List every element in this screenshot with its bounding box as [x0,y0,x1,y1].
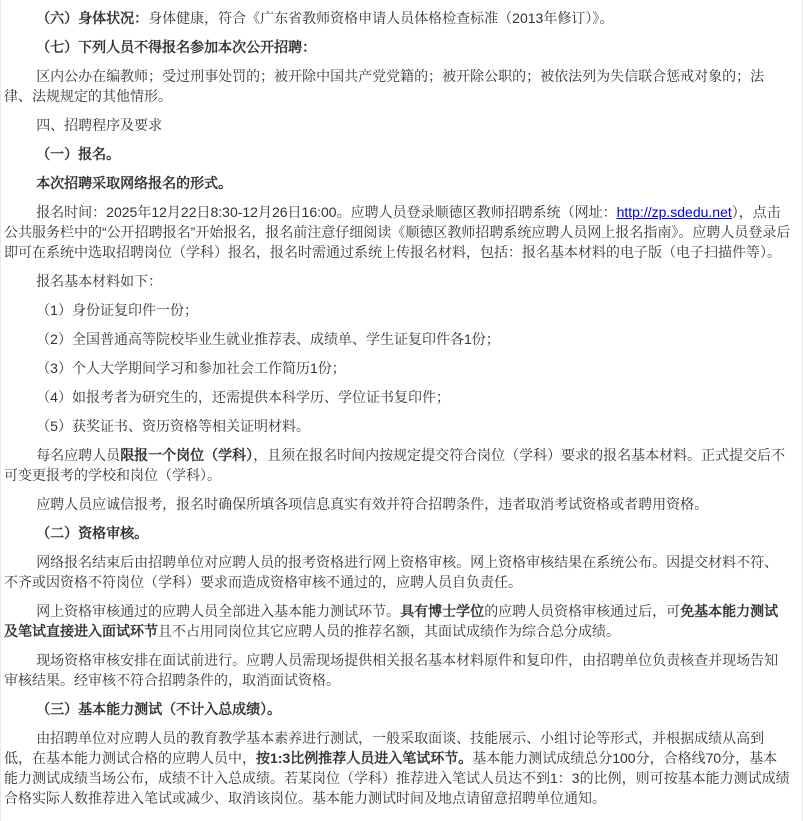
text-segment: 应聘人员应诚信报考，报名时确保所填各项信息真实有效并符合招聘条件，违者取消考试资格或者聘用资格。 [36,496,709,512]
clause-6-physical-condition [4,8,791,28]
text-segment: 身体健康，符合《广东省教师资格申请人员体格检查标准（2013年修订）》。 [148,10,614,26]
text-segment: 每名应聘人员 [36,447,121,463]
ability-test-detail [4,728,791,808]
materials-intro [4,271,791,291]
subsection-2-qualification-review-heading [4,523,791,543]
subsection-1-registration-heading [4,144,791,164]
text-segment: （六）身体状况： [36,10,149,26]
recruitment-system-link[interactable]: http://zp.sdedu.net [616,204,732,220]
text-segment: 且不占用同岗位其它应聘人员的推荐名额，其面试成绩作为综合总分成绩。 [158,623,620,639]
text-segment: 报名时间：2025年12月22日8:30-12月26日16:00。应聘人员登录顺德区教师招聘系统（网址： [36,204,617,220]
material-item-3 [4,358,791,378]
text-segment: （一）报名。 [36,146,121,162]
ineligible-persons-detail [4,66,791,106]
text-segment: （七）下列人员不得报名参加本次公开招聘： [36,39,317,55]
text-segment: （2）全国普通高等院校毕业生就业推荐表、成绩单、学生证复印件各1份； [36,331,500,347]
text-segment: 区内公办在编教师；受过刑事处罚的；被开除中国共产党党籍的；被开除公职的；被依法列为失信联合惩戒对象的；法律、法规规定的其他情形。 [4,68,765,104]
text-segment: 由招聘单位对应聘人员的教育教学基本素养进行测试，一般采取面谈、技能展示、小组讨论等形式，并根据成绩从高到低，在基本能力测试合格的应聘人员中， [4,730,765,766]
text-segment: 报名基本材料如下： [36,273,163,289]
text-segment: 限报一个岗位（学科） [120,447,254,463]
text-segment: 免基本能力测试及笔试直接进入面试环节 [4,603,779,639]
material-item-1 [4,300,791,320]
registration-time [4,202,791,262]
onsite-review [4,650,791,690]
clause-7-ineligible-persons-heading [4,37,791,57]
text-segment: 现场资格审核安排在面试前进行。应聘人员需现场提供相关报名基本材料原件和复印件，由招聘单位负责核查并现场告知审核结果。经审核不符合招聘条件的，取消面试资格。 [4,652,779,688]
text-segment: （1）身份证复印件一份； [36,302,198,318]
subsection-3-ability-test-heading [4,699,791,719]
text-segment: 的应聘人员资格审核通过后，可 [484,603,681,619]
text-segment: （3）个人大学期间学习和参加社会工作简历1份； [36,360,346,376]
text-segment: 具有博士学位 [400,603,485,619]
registration-method [4,173,791,193]
online-review [4,552,791,592]
text-segment: 网络报名结束后由招聘单位对应聘人员的报考资格进行网上资格审核。网上资格审核结果在系统公布。因提交材料不符、不齐或因资格不符岗位（学科）要求而造成资格审核不通过的，应聘人员自负责任。 [4,554,779,590]
material-item-4 [4,387,791,407]
text-segment: （二）资格审核。 [36,525,149,541]
material-item-5 [4,416,791,436]
limit-one-position [4,445,791,485]
honesty-notice [4,494,791,514]
text-segment: ），点击公共服务栏中的“公开招聘报名”开始报名，报名前注意仔细阅读《顺德区教师招聘系统应聘人员网上报名指南》。应聘人员登录后即可在系统中选取招聘岗位（学科）报名，报名时需通过系统上传报名材料，包括：报名基本材料的电子版（电子扫描件等）。 [4,204,791,260]
text-segment: 四、招聘程序及要求 [36,117,163,133]
text-segment: （5）获奖证书、资历资格等相关证明材料。 [36,418,310,434]
text-segment: 本次招聘采取网络报名的形式。 [36,175,233,191]
section-4-heading [4,115,791,135]
text-segment: 基本能力测试成绩总分100分，合格线70分，基本能力测试成绩当场公布，成绩不计入总成绩。若某岗位（学科）推荐进入笔试人员达不到1：3的比例，则可按基本能力测试成绩合格实际人数推荐进入笔试或减少、取消该岗位。基本能力测试时间及地点请留意招聘单位通知。 [4,750,790,806]
text-segment: 按1:3比例推荐人员进入笔试环节。 [256,750,473,766]
text-segment: （三）基本能力测试（不计入总成绩）。 [36,701,282,717]
text-segment: （4）如报考者为研究生的，还需提供本科学历、学位证书复印件； [36,389,450,405]
text-segment: ，且须在报名时间内按规定提交符合岗位（学科）要求的报名基本材料。正式提交后不可变更报考的学校和岗位（学科）。 [4,447,786,483]
material-item-2 [4,329,791,349]
text-segment: 网上资格审核通过的应聘人员全部进入基本能力测试环节。 [36,603,401,619]
doctoral-exemption [4,601,791,641]
